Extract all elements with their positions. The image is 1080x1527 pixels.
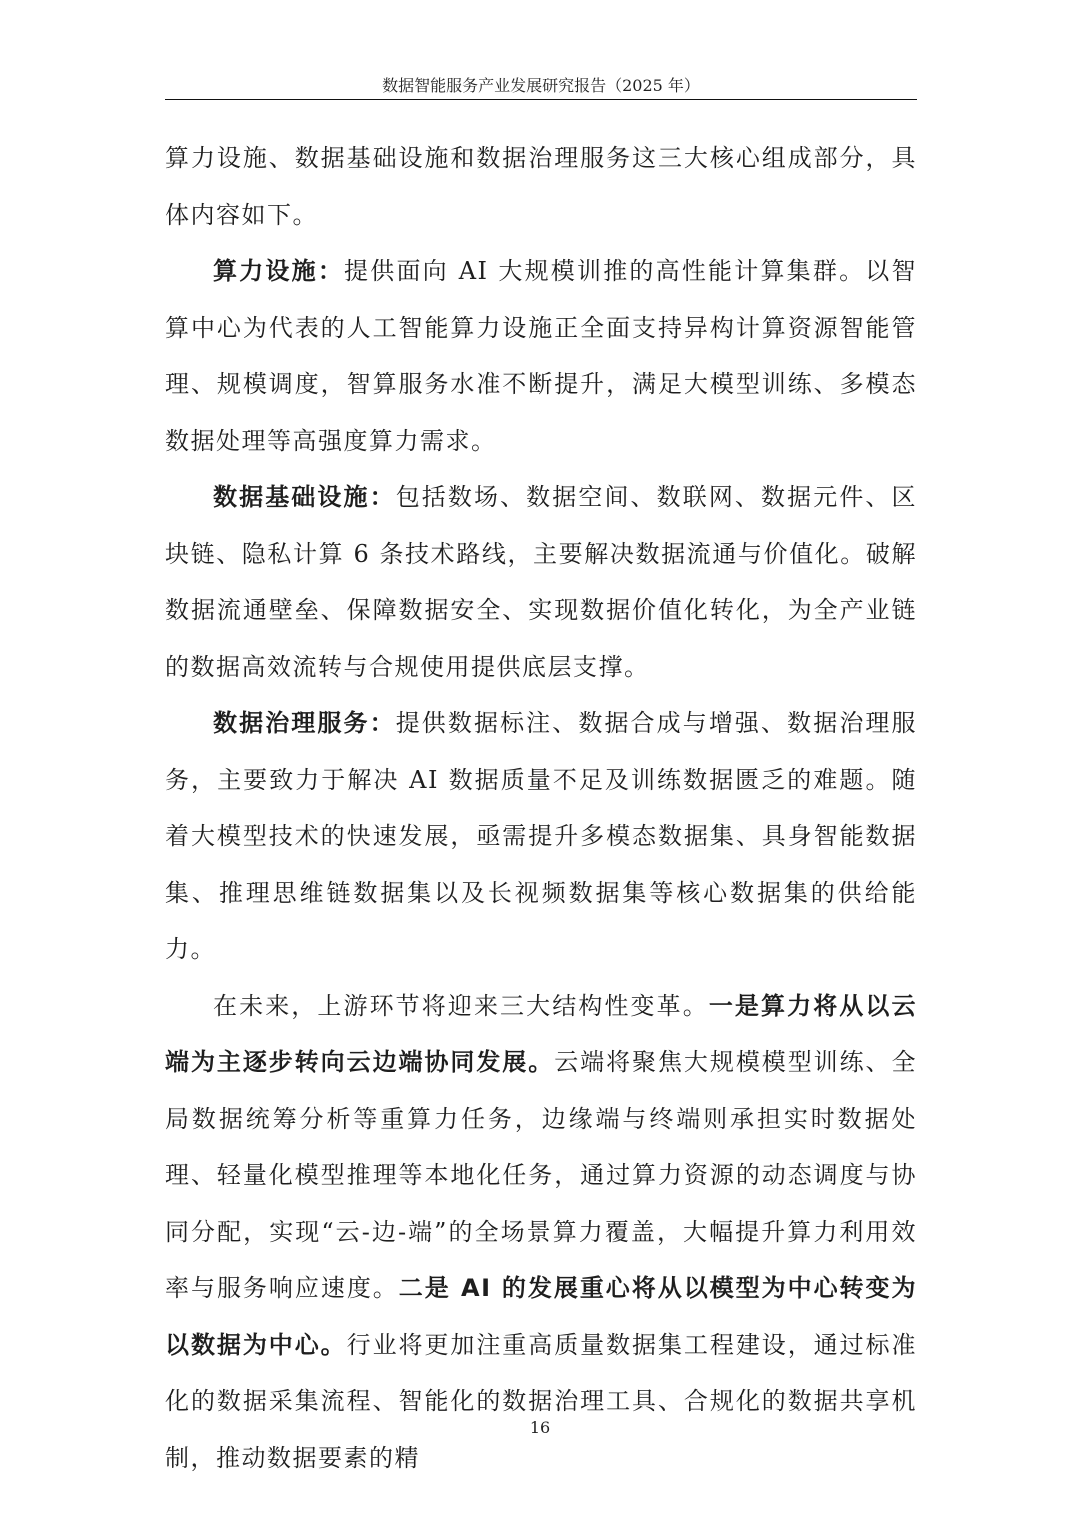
text-change-one: 云端将聚焦大规模模型训练、全局数据统筹分析等重算力任务，边缘端与终端则承担实时数据处理、轻量化模型推理等本地化任务，通过算力资源的动态调度与协同分配，实现“云-边-端”的全场景算力覆盖，大幅提升算力利用效率与服务响应速度。	[165, 1048, 918, 1302]
text-data-infrastructure: 包括数场、数据空间、数联网、数据元件、区块链、隐私计算 6 条技术路线，主要解决数据流通与价值化。破解数据流通壁垒、保障数据安全、实现数据价值化转化，为全产业链的数据高效流转与合规使用提供底层支撑。	[165, 483, 918, 681]
term-data-governance: 数据治理服务：	[213, 709, 396, 737]
text-compute-infrastructure: 提供面向 AI 大规模训推的高性能计算集群。以智算中心为代表的人工智能算力设施正全面支持异构计算资源智能管理、规模调度，智算服务水准不断提升，满足大模型训练、多模态数据处理等高强度算力需求。	[165, 257, 917, 455]
page-number: 16	[529, 1418, 551, 1437]
paragraph-compute-infrastructure	[165, 243, 917, 469]
paragraph-future-changes	[165, 978, 917, 1487]
body-text	[165, 130, 917, 1486]
paragraph-data-infrastructure	[165, 469, 917, 695]
paragraph-intro-continuation: 算力设施、数据基础设施和数据治理服务这三大核心组成部分，具体内容如下。	[165, 144, 917, 229]
highlight-change-two: 二是 AI 的发展重心将从以模型为中心转变为以数据为中心。	[165, 1274, 918, 1359]
highlight-change-one: 一是算力将从以云端为主逐步转向云边端协同发展。	[165, 991, 918, 1076]
header-divider	[165, 99, 917, 100]
text-future-intro: 在未来，上游环节将迎来三大结构性变革。	[213, 991, 709, 1020]
paragraph-data-governance	[165, 695, 917, 978]
term-compute-infrastructure: 算力设施：	[213, 257, 345, 285]
text-data-governance: 提供数据标注、数据合成与增强、数据治理服务，主要致力于解决 AI 数据质量不足及训练数据匮乏的难题。随着大模型技术的快速发展，亟需提升多模态数据集、具身智能数据集、推理思维链数据集以及长视频数据集等核心数据集的供给能力。	[165, 709, 918, 963]
text-change-two: 行业将更加注重高质量数据集工程建设，通过标准化的数据采集流程、智能化的数据治理工具、合规化的数据共享机制，推动数据要素的精	[165, 1330, 917, 1472]
running-header: 数据智能服务产业发展研究报告（2025 年）	[382, 76, 700, 95]
term-data-infrastructure: 数据基础设施：	[213, 483, 396, 511]
